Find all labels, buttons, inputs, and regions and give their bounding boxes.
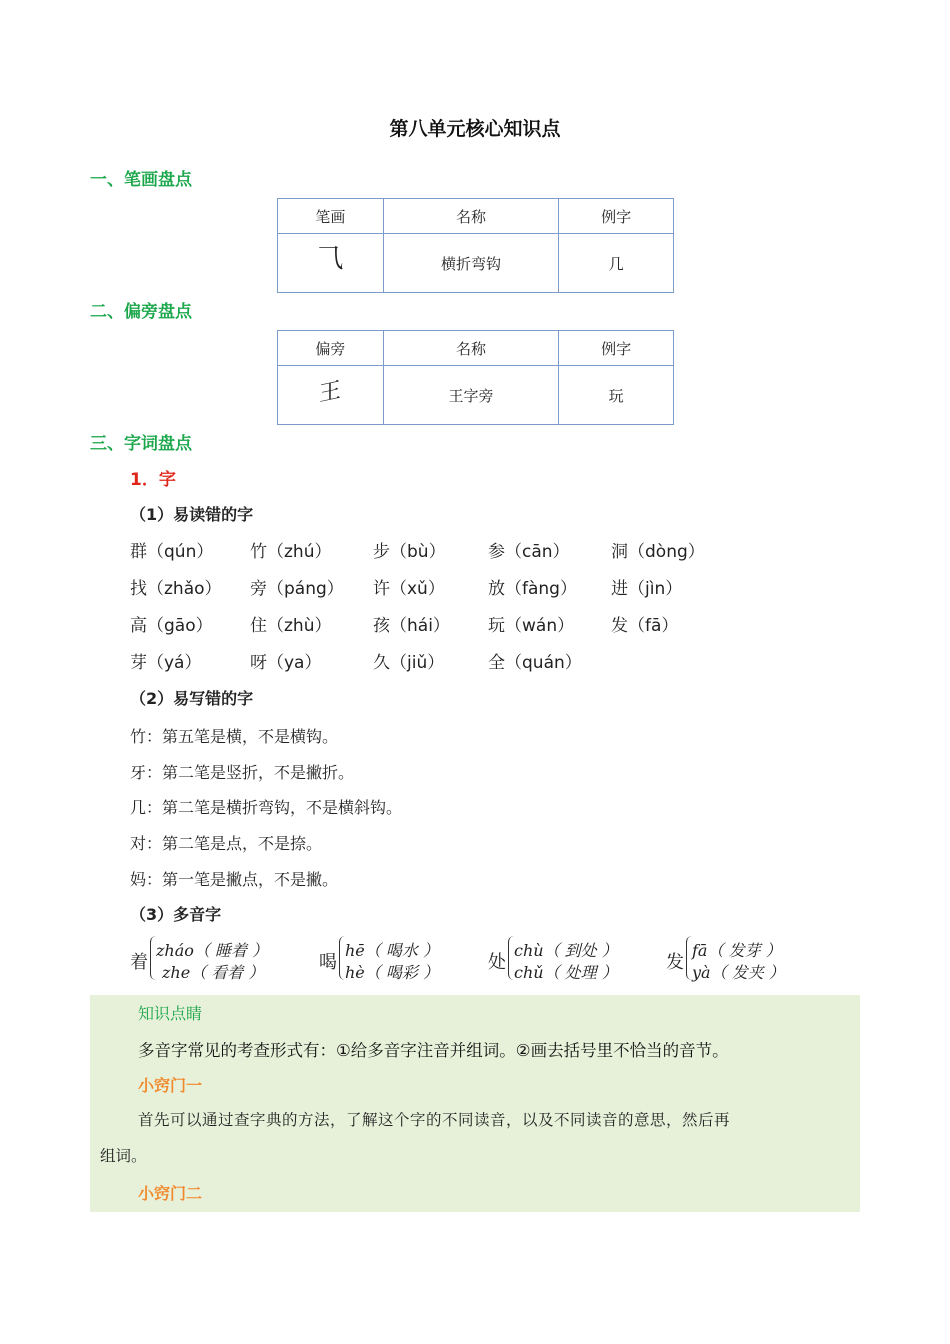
misread-char: 久 [373, 653, 390, 673]
misread-char: 进 [611, 579, 628, 599]
stroke-table-header-name: 名称 [383, 199, 559, 234]
stroke-name: 横折弯钩 [383, 234, 559, 293]
misread-item [488, 611, 574, 636]
stroke-table [277, 198, 674, 293]
misread-item [373, 574, 445, 599]
misread-char: 玩 [488, 616, 505, 636]
char-subheading: 1．字 [130, 470, 176, 490]
stroke-table-header-stroke: 笔画 [278, 199, 384, 234]
misread-item [250, 574, 344, 599]
misread-pinyin: （jiǔ） [390, 653, 445, 673]
misread-pinyin: （zhǎo） [147, 579, 222, 599]
polyphonic-heading: （3）多音字 [130, 905, 222, 924]
radical-table [277, 330, 674, 425]
misread-char: 竹 [250, 542, 267, 562]
miswritten-heading: （2）易写错的字 [130, 689, 254, 708]
stroke-table-header-example: 例字 [559, 199, 674, 234]
misread-item [373, 611, 450, 636]
tip-heading: 知识点睛 [138, 1004, 203, 1023]
trick-one-text: 首先可以通过查字典的方法，了解这个字的不同读音，以及不同读音的意思，然后再 [138, 1111, 731, 1129]
misread-item [130, 537, 213, 562]
misread-item [488, 537, 570, 562]
miswritten-line: 竹：第五笔是横，不是横钩。 [130, 727, 339, 746]
trick-two-heading: 小窍门二 [138, 1184, 203, 1203]
misread-item [611, 537, 705, 562]
miswritten-line: 对：第二笔是点，不是捺。 [130, 834, 323, 853]
polyphonic-reading: zháo（ 睡着 ） [156, 941, 269, 960]
misread-pinyin: （fàng） [505, 579, 577, 599]
misread-item [130, 574, 222, 599]
radical-name: 王字旁 [383, 366, 559, 425]
misread-item [130, 648, 201, 673]
section-strokes-heading: 一、笔画盘点 [90, 170, 192, 190]
misread-char: 洞 [611, 542, 628, 562]
misread-pinyin: （dòng） [628, 542, 705, 562]
misread-item [130, 611, 213, 636]
misread-pinyin: （yá） [147, 653, 202, 673]
misread-pinyin: （ya） [267, 653, 322, 673]
trick-one-text-cont: 组词。 [100, 1147, 147, 1165]
radical-example: 玩 [559, 366, 674, 425]
polyphonic-reading: yà（ 发夹 ） [692, 963, 785, 982]
misread-char: 住 [250, 616, 267, 636]
misread-item [373, 537, 446, 562]
stroke-example: 几 [559, 234, 674, 293]
misread-pinyin: （bù） [390, 542, 446, 562]
misread-heading: （1）易读错的字 [130, 505, 254, 524]
misread-pinyin: （hái） [390, 616, 450, 636]
misread-char: 步 [373, 542, 390, 562]
polyphonic-char: 处 [488, 952, 506, 973]
misread-item [611, 574, 682, 599]
misread-item [250, 537, 331, 562]
polyphonic-char: 发 [666, 952, 684, 973]
misread-pinyin: （cān） [505, 542, 570, 562]
polyphonic-reading: chù（ 到处 ） [514, 941, 618, 960]
misread-char: 孩 [373, 616, 390, 636]
misread-item [488, 574, 577, 599]
misread-char: 呀 [250, 653, 267, 673]
section-radicals-heading: 二、偏旁盘点 [90, 302, 192, 322]
polyphonic-char: 着 [130, 952, 148, 973]
misread-char: 群 [130, 542, 147, 562]
polyphonic-reading: fā（ 发芽 ） [692, 941, 782, 960]
misread-char: 许 [373, 579, 390, 599]
misread-item [373, 648, 444, 673]
page-title: 第八单元核心知识点 [389, 118, 561, 140]
misread-item [488, 648, 582, 673]
misread-char: 参 [488, 542, 505, 562]
radical-table-header-name: 名称 [383, 331, 559, 366]
polyphonic-reading: hē（ 喝水 ） [345, 941, 439, 960]
misread-pinyin: （gāo） [147, 616, 213, 636]
radical-table-header-radical: 偏旁 [278, 331, 384, 366]
misread-pinyin: （fā） [628, 616, 679, 636]
misread-pinyin: （qún） [147, 542, 214, 562]
misread-pinyin: （quán） [505, 653, 582, 673]
misread-pinyin: （wán） [505, 616, 575, 636]
miswritten-line: 牙：第二笔是竖折，不是撇折。 [130, 763, 355, 782]
misread-char: 芽 [130, 653, 147, 673]
misread-pinyin: （xǔ） [390, 579, 445, 599]
misread-char: 高 [130, 616, 147, 636]
misread-char: 旁 [250, 579, 267, 599]
section-words-heading: 三、字词盘点 [90, 434, 192, 454]
misread-pinyin: （zhù） [267, 616, 332, 636]
misread-char: 全 [488, 653, 505, 673]
polyphonic-char: 喝 [319, 952, 337, 973]
misread-item [250, 611, 331, 636]
misread-char: 找 [130, 579, 147, 599]
polyphonic-reading: chǔ（ 处理 ） [514, 963, 618, 982]
miswritten-line: 几：第二笔是横折弯钩，不是横斜钩。 [130, 798, 403, 817]
radical-glyph: 王 [319, 377, 342, 407]
misread-char: 发 [611, 616, 628, 636]
misread-item [250, 648, 321, 673]
misread-pinyin: （páng） [267, 579, 344, 599]
polyphonic-reading: zhe（ 看着 ） [162, 963, 265, 982]
misread-item [611, 611, 678, 636]
radical-table-header-example: 例字 [559, 331, 674, 366]
stroke-glyph: ⺄ [317, 243, 344, 274]
misread-char: 放 [488, 579, 505, 599]
tip-main-text: 多音字常见的考查形式有：①给多音字注音并组词。②画去括号里不恰当的音节。 [138, 1041, 729, 1060]
trick-one-heading: 小窍门一 [138, 1076, 203, 1095]
miswritten-line: 妈：第一笔是撇点，不是撇。 [130, 870, 339, 889]
misread-pinyin: （zhú） [267, 542, 332, 562]
polyphonic-reading: hè（ 喝彩 ） [345, 963, 439, 982]
tip-box [90, 995, 860, 1212]
misread-pinyin: （jìn） [628, 579, 683, 599]
